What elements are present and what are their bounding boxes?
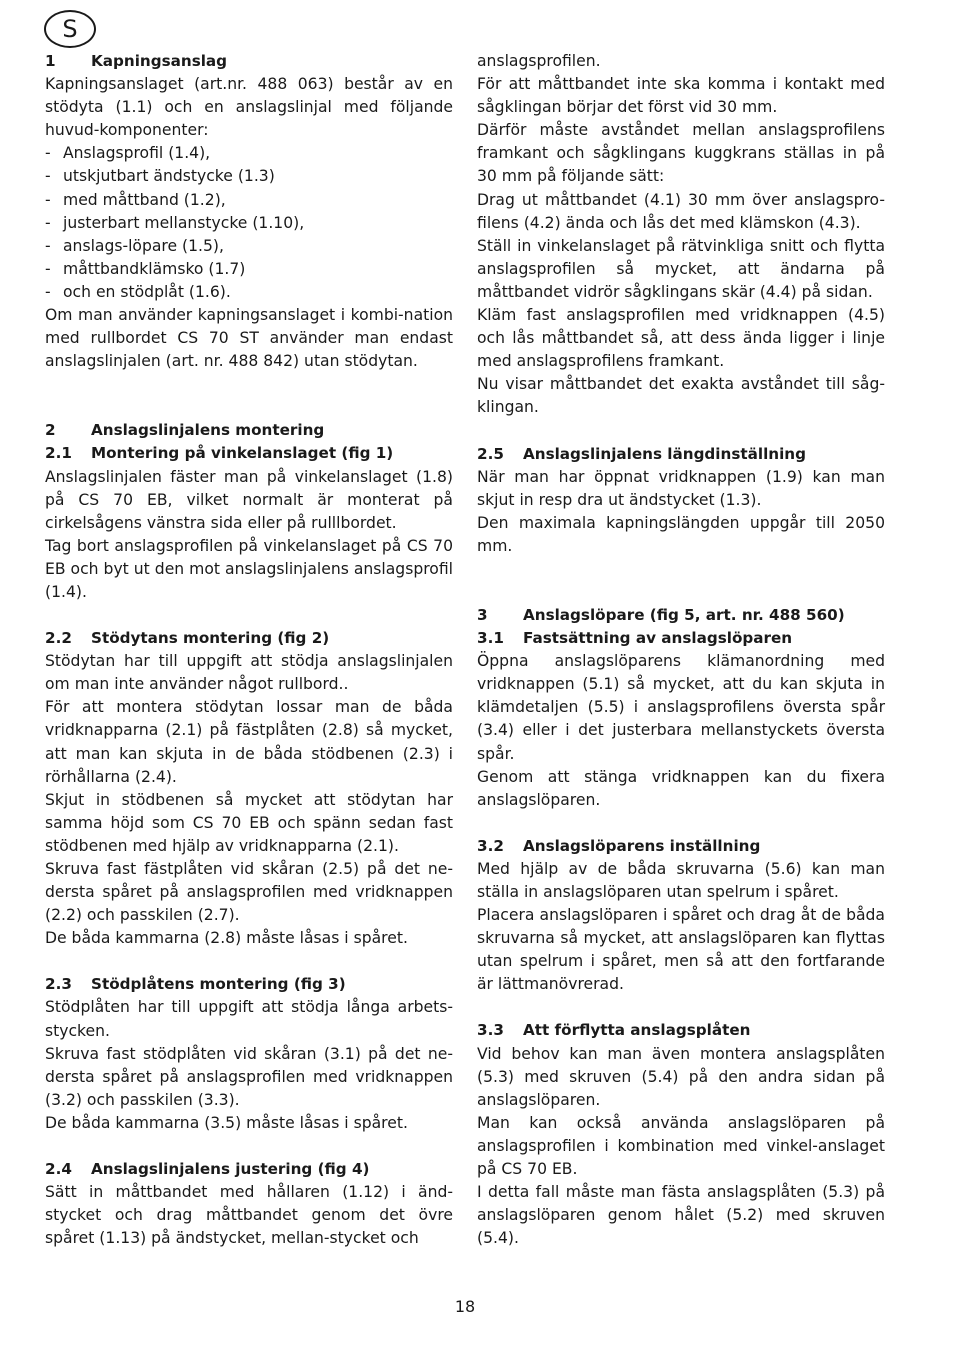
- right-column: [477, 50, 885, 1250]
- paragraph: Stödplåten har till uppgift att stödja långa arbets-stycken.: [45, 998, 453, 1040]
- list-item: - och en stödplåt (1.6).: [45, 282, 231, 301]
- paragraph: Med hjälp av de båda skruvarna (5.6) kan man ställa in anslagslöparen utan spelrum i spåret.: [477, 859, 885, 901]
- paragraph: De båda kammarna (3.5) måste låsas i spåret.: [45, 1113, 408, 1132]
- section-heading-3-1: [477, 627, 885, 650]
- section-number: 1: [45, 52, 56, 70]
- paragraph: Kläm fast anslagsprofilen med vridknappen (4.5) och lås måttbandet så, att dess ända ligger i linje med anslagsprofilens framkant.: [477, 306, 885, 371]
- section-number: 2.1: [45, 444, 72, 463]
- paragraph: Drag ut måttbandet (4.1) 30 mm över anslagspro-filens (4.2) ända och lås det med klämskon (4.3).: [477, 190, 885, 232]
- section-title: Stödplåtens montering (fig 3): [91, 975, 346, 994]
- section-number: 3: [477, 605, 488, 624]
- section-title: Montering på vinkelanslaget (fig 1): [91, 444, 394, 463]
- list-item: - måttbandklämsko (1.7): [45, 259, 246, 278]
- section-number: 2: [45, 421, 56, 440]
- section-title: Anslagslöpare (fig 5, art. nr. 488 560): [523, 605, 845, 624]
- section-number: 2.3: [45, 975, 72, 994]
- section-number: 3.1: [477, 629, 504, 648]
- paragraph: Ställ in vinkelanslaget på rätvinkliga snitt och flytta anslagsprofilen så mycket, att ändarna på måttbandet vidrör sågklingans skär (4.4) på sidan.: [477, 236, 885, 301]
- list-item: - Anslagsprofil (1.4),: [45, 144, 211, 163]
- section-title: Stödytans montering (fig 2): [91, 629, 330, 648]
- paragraph: Skjut in stödbenen så mycket att stödytan har samma höjd som CS 70 EB och spänn sedan fast stödbenen med hjälp av vridknapparna (2.1).: [45, 790, 453, 855]
- section-heading-3: [477, 604, 885, 627]
- section-number: 2.2: [45, 629, 72, 648]
- paragraph: Tag bort anslagsprofilen på vinkelanslaget på CS 70 EB och byt ut den mot anslagslinjalens anslagsprofil (1.4).: [45, 536, 453, 601]
- left-column: [45, 50, 453, 1250]
- paragraph: Man kan också använda anslagslöparen på anslagsprofilen i kombination med vinkel-anslaget på CS 70 EB.: [477, 1113, 885, 1179]
- paragraph: Därför måste avståndet mellan anslagsprofilens framkant och sågklingans kuggkrans ställas in på 30 mm på följande sätt:: [477, 121, 885, 186]
- paragraph: Nu visar måttbandet det exakta avståndet till såg-klingan.: [477, 375, 885, 417]
- page-number: 18: [454, 1297, 476, 1316]
- section-title: Fastsättning av anslagslöparen: [523, 629, 793, 648]
- list-item: - med måttband (1.2),: [45, 190, 226, 209]
- paragraph: Om man använder kapningsanslaget i kombi-nation med rullbordet CS 70 ST använder man endast anslagslinjalen (art. nr. 488 842) utan stödytan.: [45, 306, 453, 371]
- section-title: Att förflytta anslagsplåten: [523, 1021, 751, 1040]
- section-heading-1: [45, 50, 453, 73]
- paragraph: För att montera stödytan lossar man de båda vridknapparna (2.1) på fästplåten (2.8) så mycket, att man kan skjuta in de båda stödbenen (2.3) i rörhållarna (2.4).: [45, 698, 453, 786]
- paragraph: Kapningsanslaget (art.nr. 488 063) består av en stödyta (1.1) och en anslagslinjal med följande huvud-komponenter:: [45, 75, 453, 140]
- section-title: Kapningsanslag: [91, 52, 228, 70]
- section-heading-2-3: [45, 973, 453, 996]
- paragraph: När man har öppnat vridknappen (1.9) kan man skjut in resp dra ut ändstycket (1.3).: [477, 467, 885, 509]
- paragraph: Placera anslagslöparen i spåret och drag åt de båda skruvarna så mycket, att anslagslöparen kan flyttas utan spelrum i spåret, men så att den fortfarande är lättmanövrerad.: [477, 906, 885, 994]
- paragraph: Den maximala kapningslängden uppgår till 2050 mm.: [477, 513, 885, 555]
- section-heading-2-2: [45, 627, 453, 650]
- section-number: 3.3: [477, 1021, 504, 1040]
- section-number: 2.5: [477, 444, 504, 463]
- list-item: - anslags-löpare (1.5),: [45, 236, 224, 255]
- paragraph: Vid behov kan man även montera anslagsplåten (5.3) med skruven (5.4) på den andra sidan på anslagslöparen.: [477, 1044, 885, 1109]
- section-number: 3.2: [477, 836, 504, 855]
- paragraph: Skruva fast stödplåten vid skåran (3.1) på det ne-dersta spåret på anslagsprofilen med vridknappen (3.2) och passkilen (3.3).: [45, 1044, 453, 1109]
- section-title: Anslagslinjalens montering: [91, 421, 325, 440]
- paragraph: Anslagslinjalen fäster man på vinkelanslaget (1.8) på CS 70 EB, vilket normalt är monterat på cirkelsågens vänstra sida eller på rulllbordet.: [45, 467, 453, 532]
- section-heading-2-4: [45, 1158, 453, 1181]
- section-title: Anslagslinjalens justering (fig 4): [91, 1160, 370, 1179]
- paragraph: I detta fall måste man fästa anslagsplåten (5.3) på anslagslöparen genom hålet (5.2) med skruven (5.4).: [477, 1183, 885, 1248]
- section-title: Anslagslöparens inställning: [523, 836, 761, 855]
- component-list: [45, 142, 453, 304]
- paragraph: Genom att stänga vridknappen kan du fixera anslagslöparen.: [477, 767, 885, 809]
- section-heading-2-1: [45, 442, 453, 465]
- paragraph: För att måttbandet inte ska komma i kontakt med sågklingan börjar det först vid 30 mm.: [477, 75, 885, 117]
- list-item: - utskjutbart ändstycke (1.3): [45, 167, 275, 186]
- section-heading-2-5: [477, 443, 885, 466]
- list-item: - justerbart mellanstycke (1.10),: [45, 213, 305, 232]
- paragraph: De båda kammarna (2.8) måste låsas i spåret.: [45, 929, 408, 948]
- language-badge: S: [44, 10, 96, 48]
- section-title: Anslagslinjalens längdinställning: [523, 444, 806, 463]
- paragraph: Sätt in måttbandet med hållaren (1.12) i änd-stycket och drag måttbandet genom det övre spåret (1.13) på ändstycket, mellan-stycket och: [45, 1183, 453, 1248]
- section-heading-2: [45, 419, 453, 442]
- paragraph: Stödytan har till uppgift att stödja anslagslinjalen om man inte använder något rullbord..: [45, 652, 453, 694]
- section-number: 2.4: [45, 1160, 72, 1179]
- section-heading-3-3: [477, 1019, 885, 1042]
- paragraph: anslagsprofilen.: [477, 52, 601, 70]
- paragraph: Öppna anslagslöparens klämanordning med vridknappen (5.1) så mycket, att du kan skjuta in klämdetaljen (5.5) i anslagsprofilens översta spår (3.4) eller i det justerbara mellanstyckets översta spår.: [477, 652, 885, 763]
- paragraph: Skruva fast fästplåten vid skåran (2.5) på det ne-dersta spåret på anslagsprofilen med vridknappen (2.2) och passkilen (2.7).: [45, 860, 453, 925]
- section-heading-3-2: [477, 835, 885, 858]
